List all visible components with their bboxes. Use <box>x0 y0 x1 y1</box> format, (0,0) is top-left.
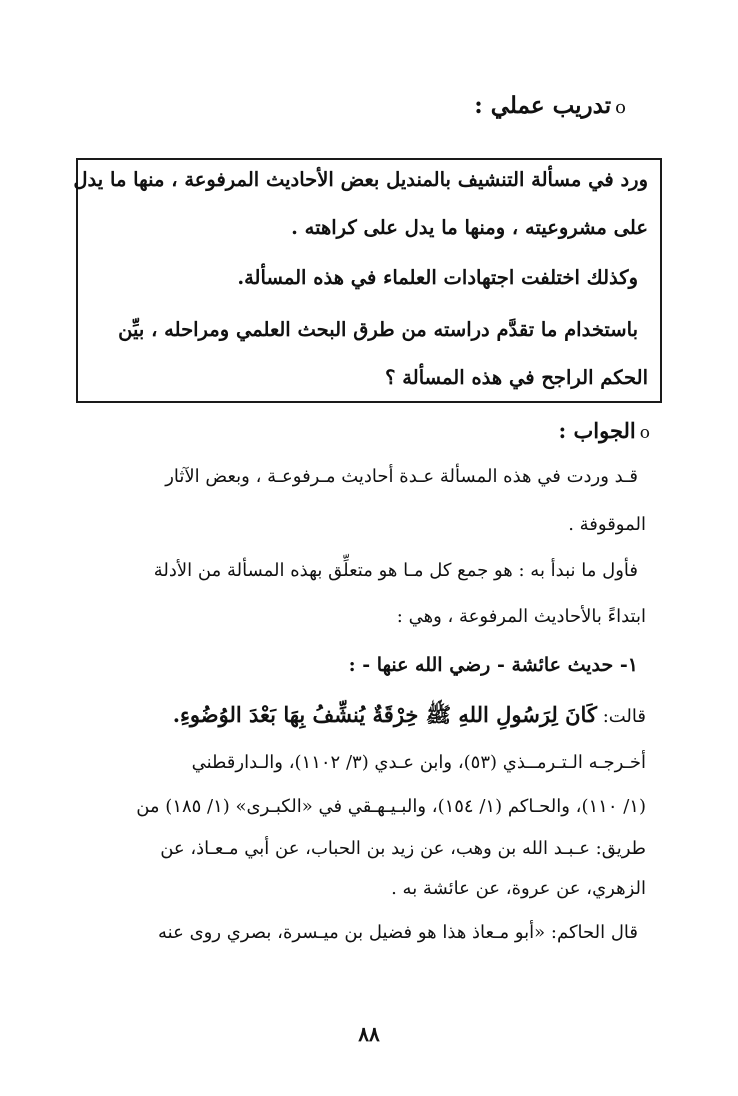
exercise-line: الحكم الراجح في هذه المسألة ؟ <box>385 366 648 389</box>
quote-prefix: قالت: <box>602 706 646 727</box>
answer-heading <box>558 418 650 443</box>
exercise-line: باستخدام ما تقدَّم دراسته من طرق البحث العلمي ومراحله ، بيِّن <box>118 318 638 341</box>
answer-heading-text: الجواب : <box>558 418 636 443</box>
section-heading-text: تدريب عملي : <box>474 92 612 119</box>
hadith-title: ١- حديث عائشة - رضي الله عنها - : <box>348 654 638 676</box>
heading-bullet-icon: o <box>615 97 626 118</box>
hadith-quote <box>173 702 646 733</box>
answer-bullet-icon: o <box>639 423 650 443</box>
quote-text: كَانَ لِرَسُولِ اللهِ ﷺ خِرْقَةٌ يُنشِّفُ بِهَا بَعْدَ الوُضُوءِ. <box>172 702 597 727</box>
body-line: فأول ما نبدأ به : هو جمع كل مـا هو متعلِّق بهذه المسألة من الأدلة <box>153 560 638 581</box>
body-line: ابتداءً بالأحاديث المرفوعة ، وهي : <box>396 606 646 627</box>
exercise-line: ورد في مسألة التنشيف بالمنديل بعض الأحاديث المرفوعة ، منها ما يدل <box>73 168 648 191</box>
body-line: الموقوفة . <box>568 514 646 535</box>
exercise-line: وكذلك اختلفت اجتهادات العلماء في هذه المسألة. <box>237 266 638 289</box>
section-heading <box>474 92 626 119</box>
takhrij-line: أخـرجـه الـتـرمــذي (٥٣)، وابن عـدي (٣/ ١١٠٢)، والـدارقطني <box>191 752 646 773</box>
exercise-line: على مشروعيته ، ومنها ما يدل على كراهته . <box>291 216 648 239</box>
page-number: ٨٨ <box>358 1022 380 1046</box>
takhrij-line: الزهري، عن عروة، عن عائشة به . <box>391 878 646 899</box>
body-line: قـد وردت في هذه المسألة عـدة أحاديث مـرفوعـة ، وبعض الآثار <box>165 466 638 487</box>
takhrij-line: قال الحاكم: «أبو مـعاذ هذا هو فضيل بن ميـسرة، بصري روى عنه <box>158 922 638 943</box>
takhrij-line: (١/ ١١٠)، والحـاكم (١/ ١٥٤)، والبـيـهـقي في «الكبـرى» (١/ ١٨٥) من <box>136 796 646 817</box>
takhrij-line: طريق: عـبـد الله بن وهب، عن زيد بن الحباب، عن أبي مـعـاذ، عن <box>160 838 646 859</box>
